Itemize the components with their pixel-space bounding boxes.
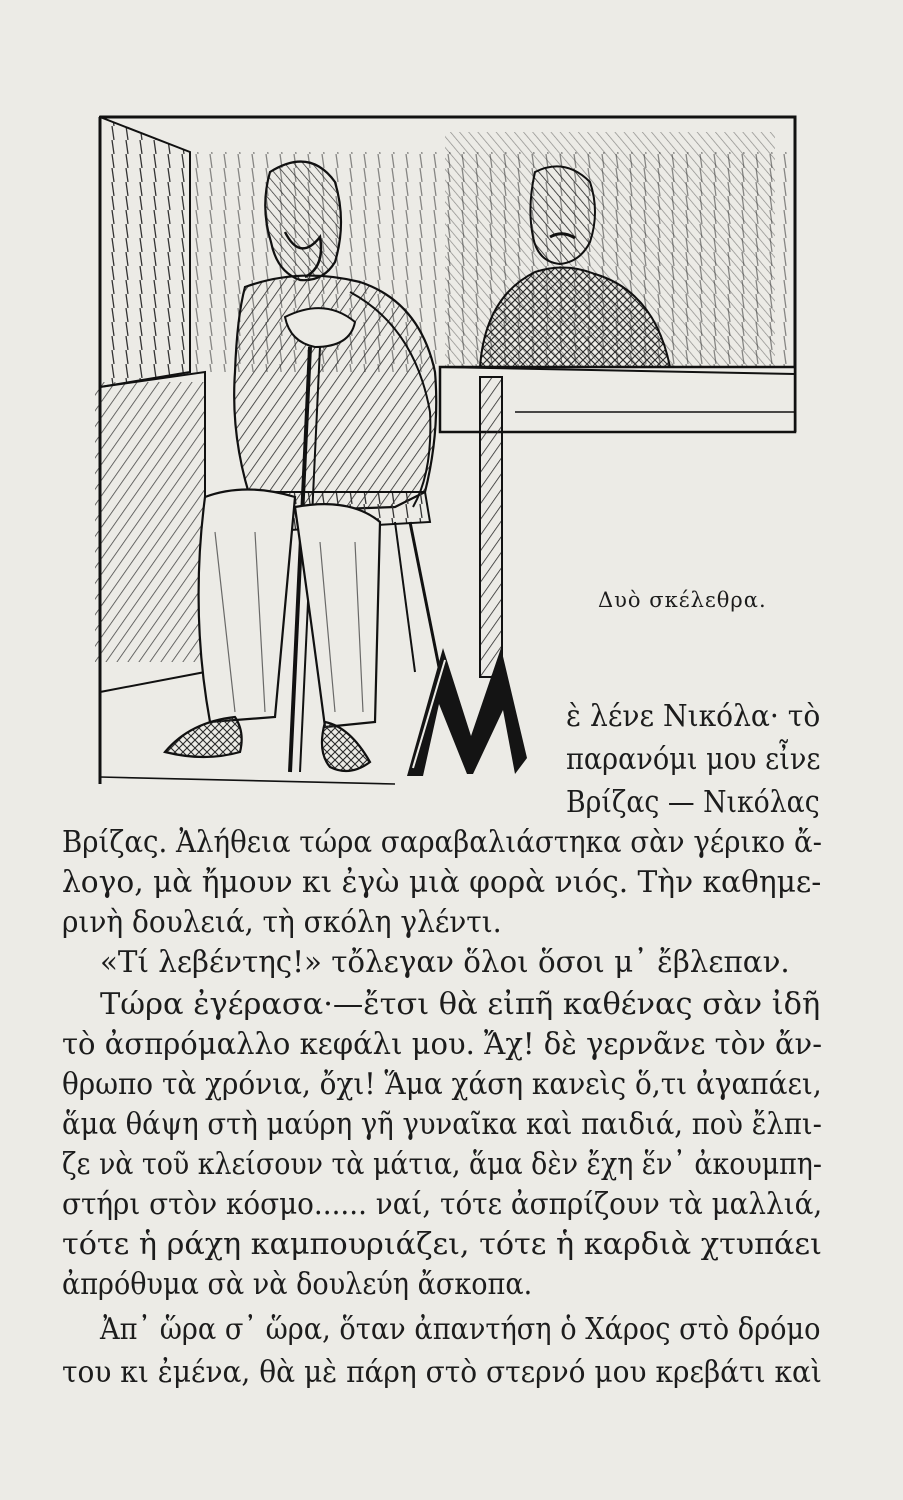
text-line-16: Ἀπ᾽ ὥρα σ᾽ ὥρα, ὅταν ἀπαντήση ὁ Χάρος στὸ δρόμο <box>100 1312 821 1347</box>
text-line-7: «Τί λεβέντης!» τὄλεγαν ὅλοι ὅσοι μ᾽ ἔβλεπαν. <box>100 945 790 980</box>
text-line-8: Τώρα ἐγέρασα·—ἔτσι θὰ εἰπῆ καθένας σὰν ἰδῆ <box>100 987 821 1022</box>
text-line-1: ὲ λένε Νικόλα· τὸ <box>566 699 821 734</box>
text-line-9: τὸ ἀσπρόμαλλο κεφάλι μου. Ἄχ! δὲ γερνᾶνε τὸν ἄν- <box>62 1027 823 1062</box>
text-line-5: λογο, μὰ ἤμουν κι ἐγὼ μιὰ φορὰ νιός. Τὴν καθημε- <box>62 865 822 900</box>
illustration-caption: Δυὸ σκέλεθρα. <box>598 588 767 612</box>
drop-cap-letter <box>405 640 555 780</box>
text-line-10: θρωπο τὰ χρόνια, ὄχι! Ἅμα χάση κανεὶς ὅ,τι ἀγαπάει, <box>62 1067 822 1102</box>
text-line-15: ἀπρόθυμα σὰ νὰ δουλεύη ἄσκοπα. <box>62 1267 533 1302</box>
text-line-3: Βρίζας — Νικόλας <box>566 785 820 820</box>
text-line-13: στήρι στὸν κόσμο...... ναί, τότε ἀσπρίζουν τὰ μαλλιά, <box>62 1187 823 1222</box>
text-line-17: του κι ἐμένα, θὰ μὲ πάρη στὸ στερνό μου κρεβάτι καὶ <box>62 1355 822 1390</box>
text-line-14: τότε ἡ ράχη καμπουριάζει, τότε ἡ καρδιὰ χτυπάει <box>62 1227 822 1262</box>
text-line-12: ζε νὰ τοῦ κλείσουν τὰ μάτια, ἅμα δὲν ἔχη ἕν᾽ ἀκουμπη- <box>62 1147 822 1182</box>
text-line-2: παρανόμι μου εἶνε <box>566 742 821 777</box>
text-line-4: Βρίζας. Ἀλήθεια τώρα σαραβαλιάστηκα σὰν γέρικο ἄ- <box>62 825 822 860</box>
text-line-11: ἅμα θάψη στὴ μαύρη γῆ γυναῖκα καὶ παιδιά, ποὺ ἔλπι- <box>62 1107 822 1142</box>
text-line-6: ρινὴ δουλειά, τὴ σκόλη γλέντι. <box>62 905 502 940</box>
